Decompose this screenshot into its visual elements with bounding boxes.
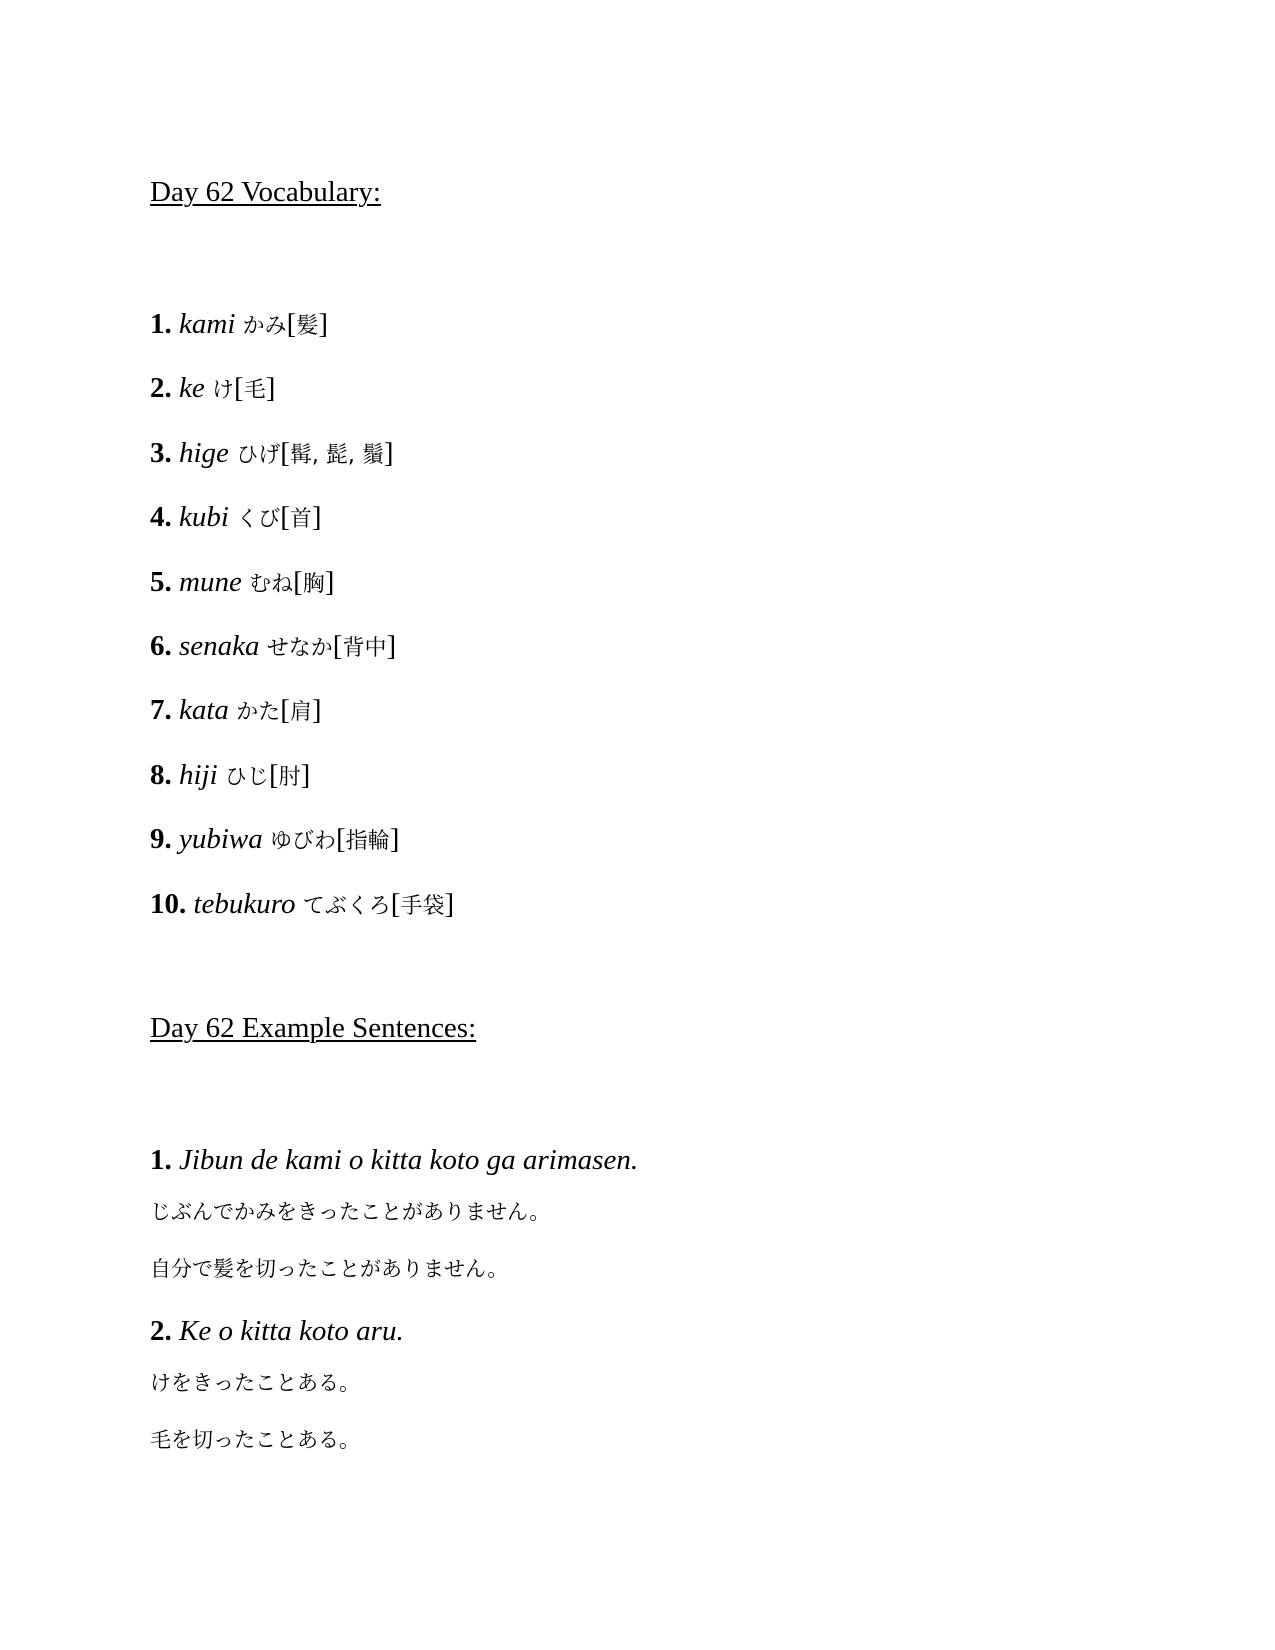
vocabulary-list xyxy=(150,304,454,948)
vocab-kanji: 指輪 xyxy=(345,829,390,855)
sentence-item xyxy=(150,1140,1150,1311)
vocab-romaji: kami xyxy=(179,308,236,340)
vocab-kana: かみ xyxy=(242,314,287,339)
sentence-number: 1. xyxy=(150,1144,172,1176)
sentence-romaji-line xyxy=(150,1140,1150,1197)
vocab-romaji: tebukuro xyxy=(193,887,296,920)
vocab-number: 4. xyxy=(150,501,172,534)
vocab-kana: てぶくろ xyxy=(302,893,391,919)
vocab-romaji: hige xyxy=(179,436,229,469)
vocab-kana: かた xyxy=(236,700,281,726)
sentence-list xyxy=(150,1140,1150,1482)
vocab-romaji: kubi xyxy=(179,501,229,534)
vocab-number: 5. xyxy=(150,565,172,598)
vocab-item: 5. mune むね[胸] xyxy=(150,565,335,598)
sentence-kana: けをきったことある。 xyxy=(150,1371,360,1395)
vocab-number: 7. xyxy=(150,694,172,727)
vocab-item: 8. hiji ひじ[肘] xyxy=(150,758,311,791)
vocab-item: 9. yubiwa ゆびわ[指輪] xyxy=(150,823,400,856)
vocab-number: 1. xyxy=(150,308,172,340)
vocab-item: 1. kami かみ[髪] xyxy=(150,308,328,340)
vocab-number: 10. xyxy=(150,887,187,920)
sentence-number: 2. xyxy=(150,1315,172,1347)
sentence-kanji: 毛を切ったことある。 xyxy=(150,1428,360,1452)
vocab-kanji: 髪 xyxy=(296,314,319,339)
sentence-kanji: 自分で髪を切ったことがありません。 xyxy=(150,1257,509,1281)
vocab-item: 4. kubi くび[首] xyxy=(150,501,322,534)
vocab-number: 9. xyxy=(150,823,172,856)
sentence-romaji: Ke o kitta koto aru. xyxy=(179,1315,404,1347)
vocab-kanji: 肘 xyxy=(278,764,301,790)
vocab-item: 3. hige ひげ[髯, 髭, 鬚] xyxy=(150,436,394,469)
vocab-number: 3. xyxy=(150,436,172,469)
vocab-romaji: kata xyxy=(179,694,229,727)
sentence-romaji-line xyxy=(150,1311,1150,1368)
vocab-kana: むね xyxy=(249,571,294,597)
vocab-kana: ひじ xyxy=(224,764,269,790)
vocab-romaji: mune xyxy=(179,565,242,598)
vocabulary-heading: Day 62 Vocabulary: xyxy=(150,176,381,208)
vocab-number: 6. xyxy=(150,629,172,662)
vocab-kana: くび xyxy=(236,507,281,533)
vocab-kanji: 肩 xyxy=(289,700,312,726)
sentence-item xyxy=(150,1311,1150,1482)
vocab-romaji: yubiwa xyxy=(179,823,263,856)
vocab-number: 2. xyxy=(150,372,172,405)
vocab-romaji: ke xyxy=(179,372,205,405)
vocab-item: 2. ke け[毛] xyxy=(150,372,276,405)
vocab-number: 8. xyxy=(150,758,172,791)
vocab-kana: け xyxy=(212,378,235,404)
vocab-kana: ゆびわ xyxy=(270,829,337,855)
vocab-kanji: 胸 xyxy=(302,571,325,597)
vocab-kanji: 毛 xyxy=(243,378,266,404)
sentence-romaji: Jibun de kami o kitta koto ga arimasen. xyxy=(179,1144,639,1176)
vocab-kanji: 背中 xyxy=(342,635,387,661)
vocab-kanji: 手袋 xyxy=(400,893,445,919)
vocab-kanji: 首 xyxy=(289,507,312,533)
vocab-item: 10. tebukuro てぶくろ[手袋] xyxy=(150,887,455,920)
vocab-item: 7. kata かた[肩] xyxy=(150,694,322,727)
vocab-kanji: 髯, 髭, 鬚 xyxy=(289,442,384,468)
vocab-kana: ひげ xyxy=(236,442,281,468)
vocab-romaji: senaka xyxy=(179,629,260,662)
vocab-item: 6. senaka せなか[背中] xyxy=(150,629,397,662)
sentence-kana: じぶんでかみをきったことがありません。 xyxy=(150,1200,551,1224)
vocab-romaji: hiji xyxy=(179,758,218,791)
sentences-heading: Day 62 Example Sentences: xyxy=(150,1012,477,1044)
vocab-kana: せなか xyxy=(266,635,333,661)
